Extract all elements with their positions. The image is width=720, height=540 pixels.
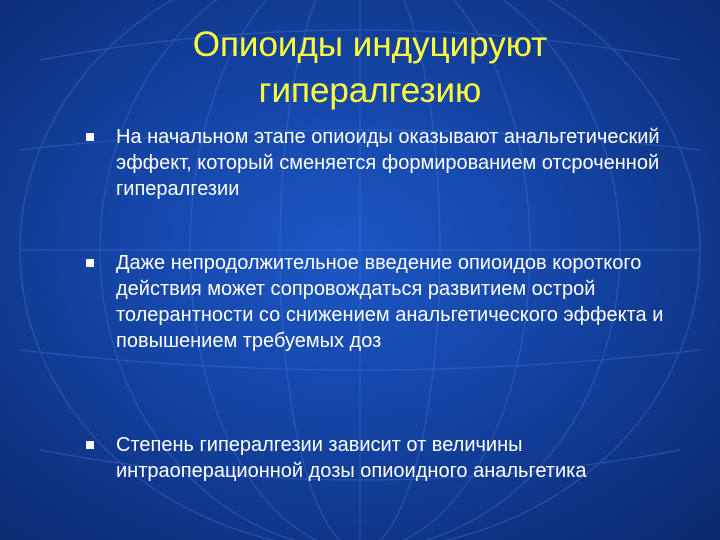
square-bullet-icon [86, 133, 94, 141]
square-bullet-icon [86, 259, 94, 267]
square-bullet-icon [86, 441, 94, 449]
slide-title: Опиоиды индуцируют гипералгезию [192, 25, 548, 110]
bullet-text: На начальном этапе опиоиды оказывают анальгетический эффект, который сменяется формированием отсроченной гипералгезии [116, 126, 660, 200]
bullet-text: Степень гипералгезии зависит от величины интраоперационной дозы опиоидного анальгетика [116, 434, 587, 482]
bullet-text: Даже непродолжительное введение опиоидов короткого действия может сопровождаться развитием острой толерантности со снижением анальгетического эффекта и повышением требуемых доз [116, 252, 664, 352]
